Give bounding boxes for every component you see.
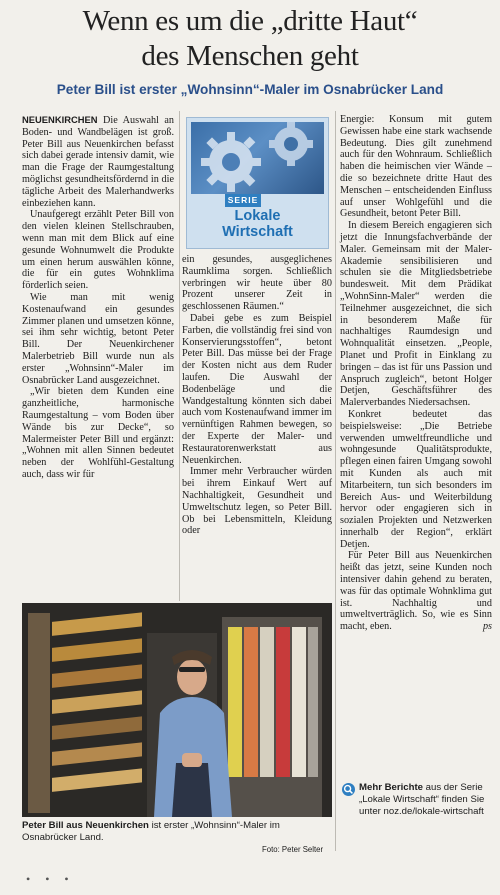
article-paragraph: Dabei gebe es zum Beispiel Farben, die vollständig frei sind von Konservierungsstoffen“, betont Peter Bill. Das müsse bei der Frage der Kosten nicht aus dem Ruder laufen. Die Auswahl der Bodenbeläge und die Wandgestaltung könnten sich dabei auch vom Kostenaufwand immer im vernünftigen Rahmen bewegen, so der Experte der Maler- und Restauratorenwerkstatt aus Neuenkirchen.: [182, 312, 332, 466]
photo-caption: [22, 820, 334, 844]
series-box: [186, 117, 329, 249]
subheadline: Peter Bill ist erster „Wohnsinn“-Maler im Osnabrücker Land: [56, 82, 444, 97]
article-paragraph: Wie man mit wenig Kostenaufwand ein gesundes Zimmer planen und umsetzen könne, sei ihm sehr wichtig, betont Peter Bill. Der Neuenkirchener Malerbetrieb Bill wurde nun als erster „Wohnsinn“-Maler im Osnabrücker Land ausgezeichnet.: [22, 291, 174, 386]
column-rule-2: [335, 111, 336, 851]
article-photo: [22, 603, 332, 817]
series-title: [187, 208, 328, 240]
photo-credit: Foto: Peter Selter: [262, 845, 324, 854]
headline: [0, 4, 500, 74]
series-tag: SERIE: [225, 194, 261, 207]
article-column-2: [182, 254, 332, 537]
footer-dots: • • •: [26, 872, 75, 886]
more-reports-box: [342, 782, 492, 818]
article-paragraph: [340, 550, 492, 633]
article-paragraph: Immer mehr Verbraucher würden bei ihrem Einkauf Wert auf Nachhaltigkeit, Gesundheit und Umweltschutz legen, so Peter Bill. Ob bei Lebensmitteln, Kleidung oder: [182, 466, 332, 537]
article-paragraph: Konkret bedeutet das beispielsweise: „Die Betriebe verwenden umweltfreundliche und wohngesunde Qualitätsprodukte, pflegen einen fairen Umgang sowohl mit Kunden als auch mit Mitarbeitern, tun sich besonders im Bereich Aus- und Weiterbildung hervor oder engagieren sich in sozialen Projekten und Netzwerken innerhalb der Region“, erklärt Detjen.: [340, 408, 492, 550]
paragraph-text: Die Auswahl an Boden- und Wandbelägen ist groß. Peter Bill aus Neuenkirchen befasst sich dabei gerade intensiv damit, wie man die Frage der Raumgestaltung möglichst gesundheitsfördernd in die tägliche Arbeit des Malerhandwerks einbeziehen kann.: [22, 115, 175, 209]
gear-icon: [191, 122, 324, 194]
article-paragraph: Unaufgeregt erzählt Peter Bill von den vielen kleinen Stellschrauben, wenn man mit dem Blick auf eine gesunde Wohnumwelt die Produkte um einen herum auswählen könne, die für ein gutes Wohnklima förderlich seien.: [22, 209, 174, 292]
more-reports-bold: Mehr Berichte: [359, 782, 423, 793]
series-title-line-1: Lokale: [234, 208, 281, 224]
caption-bold: Peter Bill aus Neuenkirchen: [22, 820, 149, 831]
series-title-line-2: Wirtschaft: [222, 224, 293, 240]
article-column-1: [22, 114, 174, 481]
article-paragraph: [22, 114, 174, 209]
dateline: NEUENKIRCHEN: [22, 114, 98, 125]
article-paragraph: ein gesundes, ausgeglichenes Raumklima sorgen. Schließlich verbringen wir heute über 80 Prozent unserer Zeit in geschlossenen Räumen.“: [182, 254, 332, 313]
series-gear-image: [191, 122, 324, 194]
headline-line-2: des Menschen geht: [141, 40, 359, 72]
paragraph-text: Für Peter Bill aus Neuenkirchen heißt das jetzt, seine Kunden noch intensiver dahin gehend zu beraten, was für das optimale Wohnklima gut ist. Nachhaltig und umweltverträglich. So, wie es Sinn macht, eben.: [340, 550, 492, 633]
more-reports-text: [359, 782, 492, 818]
article-column-3: [340, 114, 492, 633]
article-paragraph: In diesem Bereich engagieren sich jetzt die Innungsfachverbände der Maler. Gemeinsam mit der Maler-Akademie sensibilisieren und schulen sie die Mitgliedsbetriebe bundesweit. Mit dem Prädikat „WohnSinn-Maler“ werden die Teilnehmer ausgezeichnet, die sich in besonderem Maße für nachhaltiges Raumdesign und Wohnqualität einsetzen. „People, Planet und Profit in Einklang zu bringen – das ist für uns Passion und Anspruch zugleich“, betont Holger Detjen, Geschäftsführer des Malerverbandes Niedersachsen.: [340, 220, 492, 409]
article-paragraph: „Wir bieten dem Kunden eine ganzheitliche, harmonische Raumgestaltung – vom Boden über Wände bis zur Decke“, so Malermeister Peter Bill und ergänzt: „Wohnen mit allen Sinnen bedeutet neben der Wohlfühl-Gestaltung auch, dass wir für: [22, 386, 174, 480]
column-rule-1: [179, 111, 180, 601]
caption-text: ist erster „Wohnsinn“-Maler im Osnabrücker Land.: [22, 820, 280, 843]
photo-painter-in-shop: [22, 603, 332, 817]
search-icon: [342, 783, 355, 796]
article-paragraph: Energie: Konsum mit gutem Gewissen habe eine stark wachsende Bedeutung. Dies gilt zunehmend auch für den Wohnraum. Schließlich haben die heimischen vier Wände – die so bezeichnete dritte Haut des Menschen – entscheidenden Einfluss auf unser Wohlgefühl und die Gesundheit, betont Peter Bill.: [340, 114, 492, 220]
headline-line-1: Wenn es um die „dritte Haut“: [82, 5, 418, 37]
author-initials: ps: [482, 621, 492, 633]
more-reports-link-text[interactable]: aus der Serie „Lokale Wirtschaft“ finden Sie unter noz.de/lokale-wirtschaft: [359, 782, 485, 817]
